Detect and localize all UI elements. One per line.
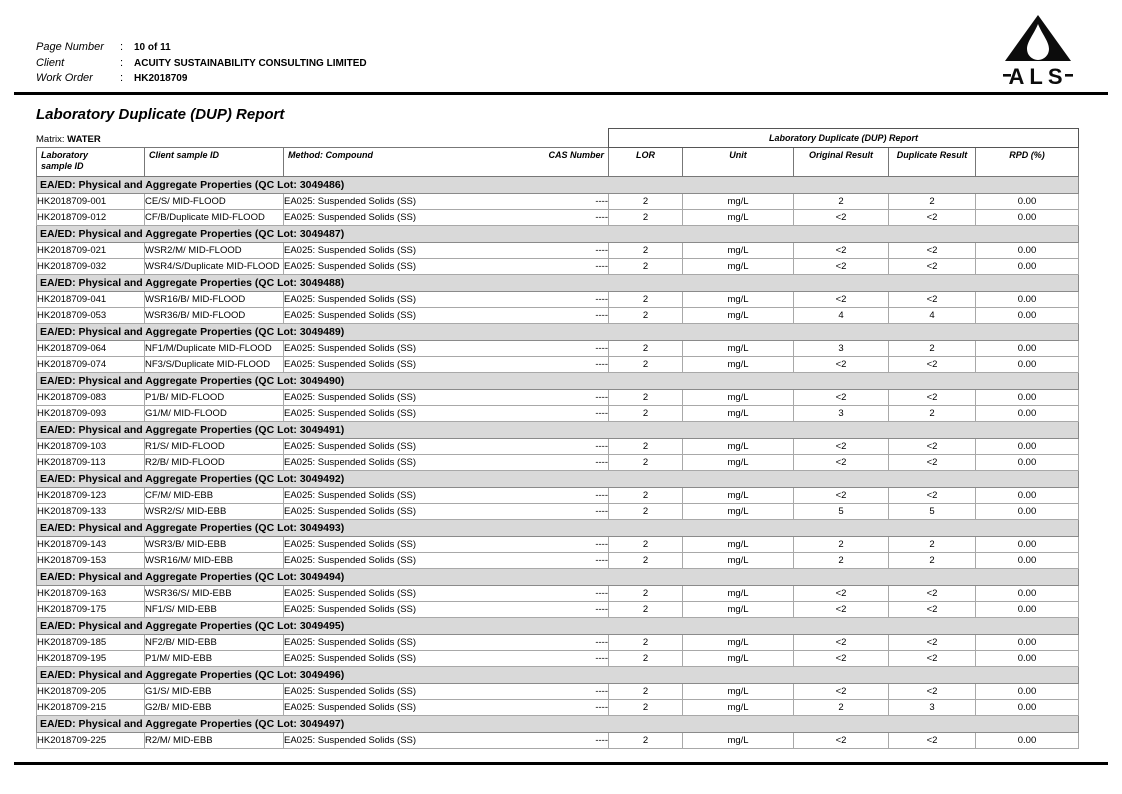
- cell-method: EA025: Suspended Solids (SS): [284, 586, 534, 602]
- group-title: EA/ED: Physical and Aggregate Properties (QC Lot: 3049489): [37, 324, 1079, 341]
- cell-rpd: 0.00: [976, 488, 1079, 504]
- group-title: EA/ED: Physical and Aggregate Properties (QC Lot: 3049492): [37, 471, 1079, 488]
- cell-cas: ----: [534, 488, 609, 504]
- client-row: [36, 56, 367, 72]
- cell-lor: 2: [609, 455, 683, 471]
- cell-method: EA025: Suspended Solids (SS): [284, 553, 534, 569]
- cell-cas: ----: [534, 292, 609, 308]
- cell-cas: ----: [534, 406, 609, 422]
- cell-lor: 2: [609, 406, 683, 422]
- cell-method: EA025: Suspended Solids (SS): [284, 700, 534, 716]
- cell-cas: ----: [534, 586, 609, 602]
- cell-duplicate: <2: [889, 455, 976, 471]
- cell-duplicate: 2: [889, 537, 976, 553]
- cell-duplicate: <2: [889, 684, 976, 700]
- cell-lor: 2: [609, 194, 683, 210]
- cell-unit: mg/L: [683, 504, 794, 520]
- cell-client: R2/M/ MID-EBB: [145, 733, 284, 749]
- cell-method: EA025: Suspended Solids (SS): [284, 406, 534, 422]
- cell-duplicate: 2: [889, 341, 976, 357]
- cell-client: WSR3/B/ MID-EBB: [145, 537, 284, 553]
- col-header-method: Method: Compound: [284, 148, 534, 177]
- cell-client: WSR16/B/ MID-FLOOD: [145, 292, 284, 308]
- table-row: [37, 733, 1079, 749]
- table-row: [37, 635, 1079, 651]
- table-row: [37, 308, 1079, 324]
- cell-unit: mg/L: [683, 194, 794, 210]
- cell-rpd: 0.00: [976, 259, 1079, 275]
- group-header-row: [37, 716, 1079, 733]
- col-header-lor: LOR: [609, 148, 683, 177]
- cell-lor: 2: [609, 684, 683, 700]
- cell-lab: HK2018709-093: [37, 406, 145, 422]
- client-value: ACUITY SUSTAINABILITY CONSULTING LIMITED: [134, 57, 367, 69]
- cell-client: P1/M/ MID-EBB: [145, 651, 284, 667]
- cell-method: EA025: Suspended Solids (SS): [284, 308, 534, 324]
- cell-method: EA025: Suspended Solids (SS): [284, 341, 534, 357]
- cell-lab: HK2018709-001: [37, 194, 145, 210]
- cell-lab: HK2018709-021: [37, 243, 145, 259]
- table-row: [37, 243, 1079, 259]
- cell-client: G1/S/ MID-EBB: [145, 684, 284, 700]
- cell-cas: ----: [534, 259, 609, 275]
- cell-rpd: 0.00: [976, 651, 1079, 667]
- cell-lab: HK2018709-185: [37, 635, 145, 651]
- group-header-row: [37, 569, 1079, 586]
- page-title: Laboratory Duplicate (DUP) Report: [36, 106, 285, 123]
- matrix-label: Matrix:: [36, 134, 65, 145]
- cell-original: 5: [794, 504, 889, 520]
- cell-client: NF2/B/ MID-EBB: [145, 635, 284, 651]
- col-header-cas: CAS Number: [534, 148, 609, 177]
- cell-unit: mg/L: [683, 210, 794, 226]
- group-title: EA/ED: Physical and Aggregate Properties (QC Lot: 3049487): [37, 226, 1079, 243]
- cell-cas: ----: [534, 194, 609, 210]
- cell-original: <2: [794, 259, 889, 275]
- cell-method: EA025: Suspended Solids (SS): [284, 259, 534, 275]
- cell-lor: 2: [609, 243, 683, 259]
- table-row: [37, 455, 1079, 471]
- group-header-row: [37, 471, 1079, 488]
- cell-client: NF3/S/Duplicate MID-FLOOD: [145, 357, 284, 373]
- cell-unit: mg/L: [683, 602, 794, 618]
- cell-original: 2: [794, 553, 889, 569]
- cell-lab: HK2018709-205: [37, 684, 145, 700]
- cell-lor: 2: [609, 341, 683, 357]
- col-header-lab-line1: Laboratory: [41, 150, 89, 160]
- cell-unit: mg/L: [683, 684, 794, 700]
- work-order-label: Work Order: [36, 72, 93, 84]
- cell-cas: ----: [534, 210, 609, 226]
- cell-lor: 2: [609, 553, 683, 569]
- footer-rule: [14, 762, 1108, 765]
- group-title: EA/ED: Physical and Aggregate Properties (QC Lot: 3049488): [37, 275, 1079, 292]
- cell-unit: mg/L: [683, 651, 794, 667]
- cell-client: NF1/M/Duplicate MID-FLOOD: [145, 341, 284, 357]
- cell-cas: ----: [534, 684, 609, 700]
- cell-lab: HK2018709-123: [37, 488, 145, 504]
- cell-rpd: 0.00: [976, 390, 1079, 406]
- cell-unit: mg/L: [683, 439, 794, 455]
- table-row: [37, 700, 1079, 716]
- page-number-row: [36, 40, 367, 56]
- colon: :: [120, 72, 124, 84]
- column-header-row: [37, 148, 1079, 177]
- cell-client: R1/S/ MID-FLOOD: [145, 439, 284, 455]
- cell-client: WSR2/S/ MID-EBB: [145, 504, 284, 520]
- cell-client: CF/M/ MID-EBB: [145, 488, 284, 504]
- cell-original: <2: [794, 586, 889, 602]
- table-row: [37, 553, 1079, 569]
- span-header-spacer: [37, 129, 609, 148]
- cell-duplicate: <2: [889, 635, 976, 651]
- cell-method: EA025: Suspended Solids (SS): [284, 390, 534, 406]
- group-header-row: [37, 520, 1079, 537]
- cell-lor: 2: [609, 733, 683, 749]
- cell-unit: mg/L: [683, 292, 794, 308]
- cell-lor: 2: [609, 292, 683, 308]
- cell-duplicate: <2: [889, 390, 976, 406]
- group-header-row: [37, 177, 1079, 194]
- cell-lab: HK2018709-113: [37, 455, 145, 471]
- cell-unit: mg/L: [683, 700, 794, 716]
- cell-rpd: 0.00: [976, 341, 1079, 357]
- cell-duplicate: 3: [889, 700, 976, 716]
- col-header-client-id: Client sample ID: [145, 148, 284, 177]
- cell-rpd: 0.00: [976, 733, 1079, 749]
- table-row: [37, 406, 1079, 422]
- table-row: [37, 194, 1079, 210]
- cell-rpd: 0.00: [976, 292, 1079, 308]
- cell-method: EA025: Suspended Solids (SS): [284, 537, 534, 553]
- cell-client: WSR36/B/ MID-FLOOD: [145, 308, 284, 324]
- cell-original: <2: [794, 733, 889, 749]
- cell-client: CF/B/Duplicate MID-FLOOD: [145, 210, 284, 226]
- cell-original: 2: [794, 194, 889, 210]
- cell-lab: HK2018709-074: [37, 357, 145, 373]
- cell-original: 3: [794, 341, 889, 357]
- cell-original: 3: [794, 406, 889, 422]
- group-header-row: [37, 618, 1079, 635]
- cell-lor: 2: [609, 504, 683, 520]
- span-header-row: [37, 129, 1079, 148]
- cell-lab: HK2018709-225: [37, 733, 145, 749]
- cell-client: NF1/S/ MID-EBB: [145, 602, 284, 618]
- cell-cas: ----: [534, 439, 609, 455]
- cell-duplicate: <2: [889, 259, 976, 275]
- cell-method: EA025: Suspended Solids (SS): [284, 504, 534, 520]
- cell-rpd: 0.00: [976, 194, 1079, 210]
- cell-cas: ----: [534, 504, 609, 520]
- cell-client: WSR4/S/Duplicate MID-FLOOD: [145, 259, 284, 275]
- cell-lab: HK2018709-083: [37, 390, 145, 406]
- table-row: [37, 488, 1079, 504]
- table-row: [37, 357, 1079, 373]
- cell-client: G2/B/ MID-EBB: [145, 700, 284, 716]
- cell-unit: mg/L: [683, 635, 794, 651]
- group-title: EA/ED: Physical and Aggregate Properties (QC Lot: 3049497): [37, 716, 1079, 733]
- cell-original: <2: [794, 651, 889, 667]
- cell-lor: 2: [609, 586, 683, 602]
- cell-lor: 2: [609, 308, 683, 324]
- colon: :: [120, 41, 124, 53]
- cell-lor: 2: [609, 537, 683, 553]
- cell-client: CE/S/ MID-FLOOD: [145, 194, 284, 210]
- cell-duplicate: <2: [889, 243, 976, 259]
- report-header: [36, 40, 367, 87]
- cell-rpd: 0.00: [976, 684, 1079, 700]
- cell-lab: HK2018709-012: [37, 210, 145, 226]
- page-number-value: 10 of 11: [134, 42, 171, 53]
- cell-unit: mg/L: [683, 390, 794, 406]
- cell-method: EA025: Suspended Solids (SS): [284, 602, 534, 618]
- group-title: EA/ED: Physical and Aggregate Properties (QC Lot: 3049493): [37, 520, 1079, 537]
- cell-unit: mg/L: [683, 406, 794, 422]
- cell-original: <2: [794, 488, 889, 504]
- cell-unit: mg/L: [683, 455, 794, 471]
- colon: :: [120, 56, 124, 69]
- cell-method: EA025: Suspended Solids (SS): [284, 651, 534, 667]
- cell-cas: ----: [534, 537, 609, 553]
- cell-method: EA025: Suspended Solids (SS): [284, 210, 534, 226]
- cell-rpd: 0.00: [976, 602, 1079, 618]
- table-row: [37, 684, 1079, 700]
- cell-method: EA025: Suspended Solids (SS): [284, 357, 534, 373]
- cell-cas: ----: [534, 700, 609, 716]
- cell-rpd: 0.00: [976, 406, 1079, 422]
- col-header-duplicate-result: Duplicate Result: [889, 148, 976, 177]
- cell-method: EA025: Suspended Solids (SS): [284, 194, 534, 210]
- cell-duplicate: <2: [889, 210, 976, 226]
- cell-original: <2: [794, 292, 889, 308]
- cell-duplicate: <2: [889, 602, 976, 618]
- table-row: [37, 390, 1079, 406]
- col-header-rpd: RPD (%): [976, 148, 1079, 177]
- dup-table-body: [37, 129, 1079, 749]
- cell-lor: 2: [609, 259, 683, 275]
- span-header-title: Laboratory Duplicate (DUP) Report: [609, 129, 1079, 148]
- cell-lab: HK2018709-215: [37, 700, 145, 716]
- work-order-row: [36, 71, 367, 87]
- cell-lab: HK2018709-195: [37, 651, 145, 667]
- cell-cas: ----: [534, 602, 609, 618]
- cell-duplicate: <2: [889, 488, 976, 504]
- cell-rpd: 0.00: [976, 700, 1079, 716]
- cell-method: EA025: Suspended Solids (SS): [284, 455, 534, 471]
- cell-unit: mg/L: [683, 537, 794, 553]
- cell-lor: 2: [609, 439, 683, 455]
- table-row: [37, 504, 1079, 520]
- cell-lab: HK2018709-153: [37, 553, 145, 569]
- cell-lab: HK2018709-143: [37, 537, 145, 553]
- cell-cas: ----: [534, 308, 609, 324]
- group-title: EA/ED: Physical and Aggregate Properties (QC Lot: 3049495): [37, 618, 1079, 635]
- table-row: [37, 292, 1079, 308]
- cell-rpd: 0.00: [976, 439, 1079, 455]
- cell-rpd: 0.00: [976, 635, 1079, 651]
- group-header-row: [37, 422, 1079, 439]
- group-header-row: [37, 373, 1079, 390]
- cell-unit: mg/L: [683, 243, 794, 259]
- cell-lor: 2: [609, 390, 683, 406]
- cell-original: 4: [794, 308, 889, 324]
- cell-method: EA025: Suspended Solids (SS): [284, 488, 534, 504]
- cell-client: R2/B/ MID-FLOOD: [145, 455, 284, 471]
- cell-client: WSR36/S/ MID-EBB: [145, 586, 284, 602]
- cell-unit: mg/L: [683, 733, 794, 749]
- cell-unit: mg/L: [683, 586, 794, 602]
- cell-rpd: 0.00: [976, 586, 1079, 602]
- cell-unit: mg/L: [683, 259, 794, 275]
- cell-lab: HK2018709-041: [37, 292, 145, 308]
- cell-rpd: 0.00: [976, 537, 1079, 553]
- table-row: [37, 439, 1079, 455]
- cell-lor: 2: [609, 651, 683, 667]
- cell-client: WSR2/M/ MID-FLOOD: [145, 243, 284, 259]
- cell-rpd: 0.00: [976, 553, 1079, 569]
- cell-original: <2: [794, 635, 889, 651]
- cell-lab: HK2018709-133: [37, 504, 145, 520]
- cell-method: EA025: Suspended Solids (SS): [284, 292, 534, 308]
- cell-lor: 2: [609, 488, 683, 504]
- group-header-row: [37, 226, 1079, 243]
- cell-lor: 2: [609, 635, 683, 651]
- cell-duplicate: <2: [889, 733, 976, 749]
- cell-rpd: 0.00: [976, 504, 1079, 520]
- als-logo-text: ALS: [1008, 64, 1068, 88]
- als-logo: [1002, 14, 1074, 93]
- cell-original: <2: [794, 455, 889, 471]
- cell-cas: ----: [534, 455, 609, 471]
- cell-unit: mg/L: [683, 553, 794, 569]
- cell-lor: 2: [609, 700, 683, 716]
- cell-duplicate: 2: [889, 406, 976, 422]
- matrix-value: WATER: [67, 134, 101, 145]
- cell-cas: ----: [534, 357, 609, 373]
- cell-unit: mg/L: [683, 308, 794, 324]
- cell-original: 2: [794, 700, 889, 716]
- cell-cas: ----: [534, 390, 609, 406]
- cell-unit: mg/L: [683, 488, 794, 504]
- cell-original: <2: [794, 210, 889, 226]
- cell-rpd: 0.00: [976, 210, 1079, 226]
- cell-cas: ----: [534, 635, 609, 651]
- cell-rpd: 0.00: [976, 243, 1079, 259]
- work-order-value: HK2018709: [134, 73, 188, 84]
- cell-method: EA025: Suspended Solids (SS): [284, 439, 534, 455]
- group-title: EA/ED: Physical and Aggregate Properties (QC Lot: 3049496): [37, 667, 1079, 684]
- cell-method: EA025: Suspended Solids (SS): [284, 243, 534, 259]
- cell-rpd: 0.00: [976, 308, 1079, 324]
- group-title: EA/ED: Physical and Aggregate Properties (QC Lot: 3049490): [37, 373, 1079, 390]
- cell-duplicate: 2: [889, 194, 976, 210]
- group-header-row: [37, 667, 1079, 684]
- col-header-unit: Unit: [683, 148, 794, 177]
- header-divider-rule: [14, 92, 1108, 95]
- cell-duplicate: <2: [889, 439, 976, 455]
- cell-lor: 2: [609, 602, 683, 618]
- cell-rpd: 0.00: [976, 455, 1079, 471]
- table-row: [37, 651, 1079, 667]
- cell-original: <2: [794, 357, 889, 373]
- cell-lab: HK2018709-163: [37, 586, 145, 602]
- cell-original: <2: [794, 243, 889, 259]
- col-header-lab-id: [37, 148, 145, 177]
- table-row: [37, 586, 1079, 602]
- cell-unit: mg/L: [683, 357, 794, 373]
- cell-lab: HK2018709-064: [37, 341, 145, 357]
- table-row: [37, 341, 1079, 357]
- cell-original: <2: [794, 684, 889, 700]
- cell-duplicate: <2: [889, 357, 976, 373]
- cell-lor: 2: [609, 357, 683, 373]
- cell-cas: ----: [534, 651, 609, 667]
- cell-duplicate: <2: [889, 586, 976, 602]
- cell-unit: mg/L: [683, 341, 794, 357]
- dup-report-table: [36, 128, 1079, 749]
- cell-duplicate: <2: [889, 651, 976, 667]
- cell-client: P1/B/ MID-FLOOD: [145, 390, 284, 406]
- als-logo-graphic: [1002, 14, 1074, 88]
- cell-lab: HK2018709-032: [37, 259, 145, 275]
- cell-original: 2: [794, 537, 889, 553]
- cell-duplicate: 2: [889, 553, 976, 569]
- group-header-row: [37, 275, 1079, 292]
- cell-lab: HK2018709-103: [37, 439, 145, 455]
- group-title: EA/ED: Physical and Aggregate Properties (QC Lot: 3049494): [37, 569, 1079, 586]
- cell-cas: ----: [534, 553, 609, 569]
- cell-original: <2: [794, 602, 889, 618]
- group-title: EA/ED: Physical and Aggregate Properties (QC Lot: 3049491): [37, 422, 1079, 439]
- col-header-original-result: Original Result: [794, 148, 889, 177]
- cell-original: <2: [794, 439, 889, 455]
- page-number-label: Page Number: [36, 41, 104, 53]
- cell-lab: HK2018709-053: [37, 308, 145, 324]
- group-title: EA/ED: Physical and Aggregate Properties (QC Lot: 3049486): [37, 177, 1079, 194]
- col-header-lab-line2: sample ID: [41, 161, 84, 171]
- client-label: Client: [36, 56, 65, 69]
- cell-lab: HK2018709-175: [37, 602, 145, 618]
- cell-method: EA025: Suspended Solids (SS): [284, 635, 534, 651]
- cell-original: <2: [794, 390, 889, 406]
- table-row: [37, 259, 1079, 275]
- table-row: [37, 602, 1079, 618]
- cell-duplicate: 5: [889, 504, 976, 520]
- cell-rpd: 0.00: [976, 357, 1079, 373]
- table-row: [37, 537, 1079, 553]
- cell-cas: ----: [534, 243, 609, 259]
- cell-cas: ----: [534, 341, 609, 357]
- group-header-row: [37, 324, 1079, 341]
- cell-lor: 2: [609, 210, 683, 226]
- cell-duplicate: 4: [889, 308, 976, 324]
- cell-duplicate: <2: [889, 292, 976, 308]
- cell-cas: ----: [534, 733, 609, 749]
- cell-client: G1/M/ MID-FLOOD: [145, 406, 284, 422]
- table-row: [37, 210, 1079, 226]
- cell-client: WSR16/M/ MID-EBB: [145, 553, 284, 569]
- cell-method: EA025: Suspended Solids (SS): [284, 733, 534, 749]
- cell-method: EA025: Suspended Solids (SS): [284, 684, 534, 700]
